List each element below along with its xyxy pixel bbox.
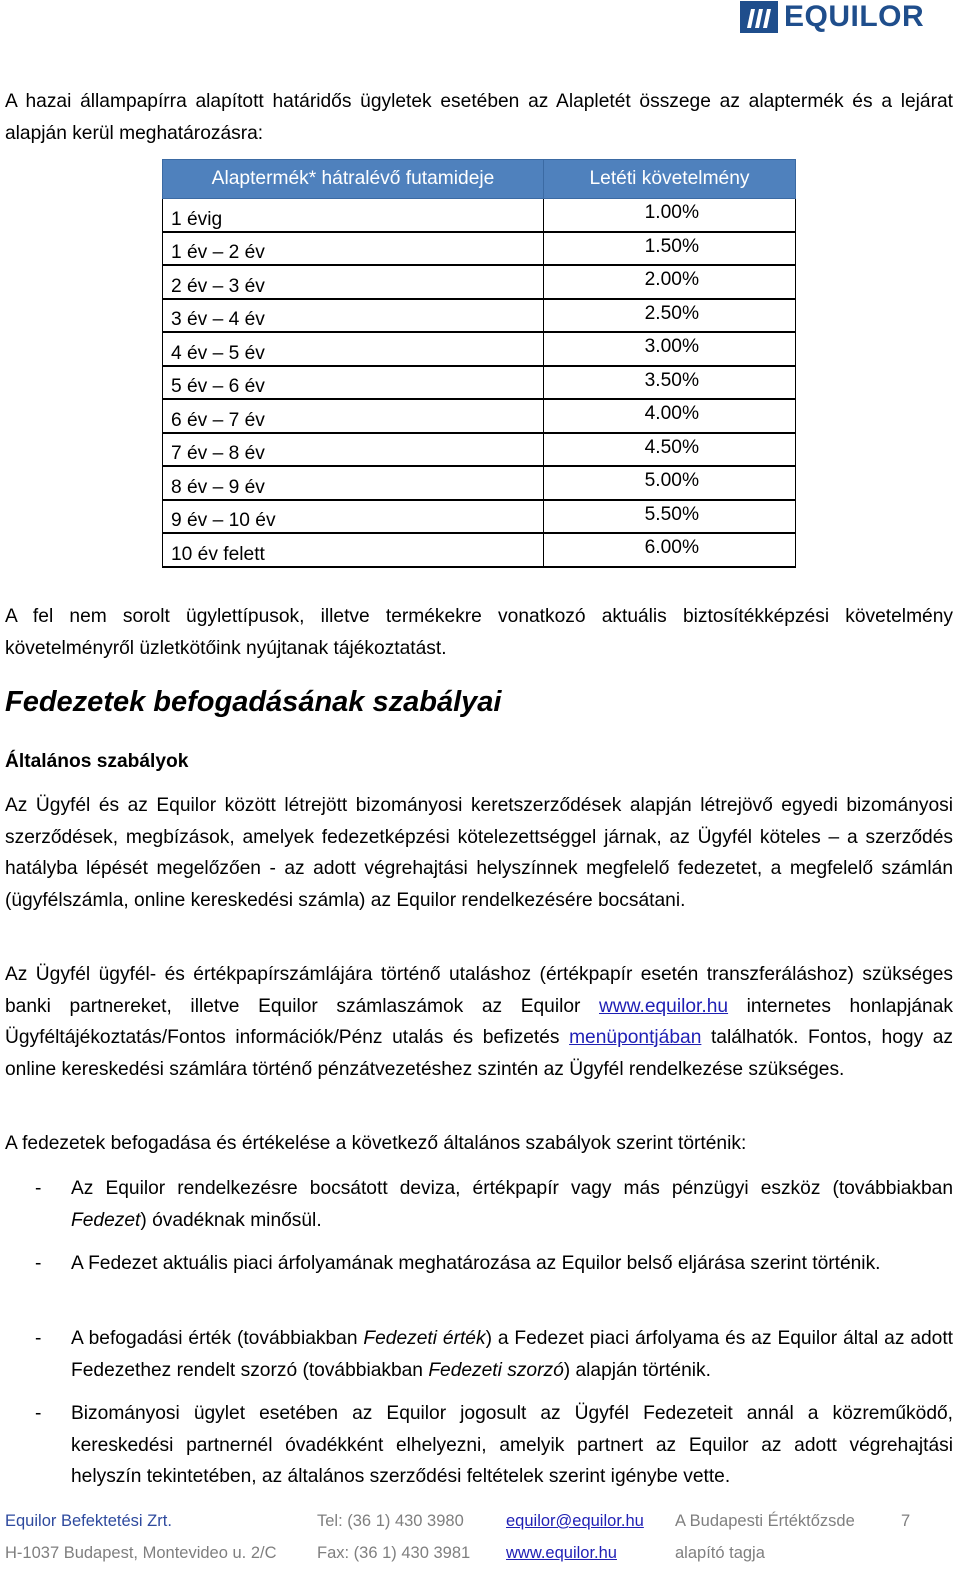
footer-tel: Tel: (36 1) 430 3980 [317, 1512, 464, 1530]
paragraph-general-rules: Az Ügyfél és az Equilor között létrejött bizományosi keretszerződések alapján létrejövő egyedi bizományosi szerződések, megbízások, amelyek fedezetképzési kötelezettséggel járnak, az Ügyfél köteles – a szerződés hatályba lépését megelőzően - az adott végrehajtási helyszínnek megfelelő fedezetet, a megfelelő számlán (ügyfélszámla, online kereskedési számla) az Equilor rendelkezésére bocsátani. [5, 795, 953, 911]
maturity-cell: 2 év – 3 év [163, 265, 544, 299]
list-dash: - [35, 1403, 42, 1424]
maturity-cell: 6 év – 7 év [163, 399, 544, 433]
list-text-italic: Fedezeti érték [363, 1328, 486, 1349]
list-item [5, 1398, 953, 1493]
maturity-cell: 1 év – 2 év [163, 232, 544, 266]
requirement-cell: 5.50% [544, 500, 796, 534]
requirement-cell: 2.00% [544, 265, 796, 299]
requirement-cell: 4.50% [544, 433, 796, 467]
menu-item-link[interactable]: menüpontjában [569, 1027, 702, 1048]
footer-bse-line2: alapító tagja [675, 1544, 765, 1562]
requirement-cell: 1.50% [544, 232, 796, 266]
list-text-segment: ) óvadéknak minősül. [140, 1209, 322, 1231]
maturity-cell: 9 év – 10 év [163, 500, 544, 534]
table-row [163, 500, 796, 534]
table-row [163, 466, 796, 500]
paragraph-text: találhatók. Fontos, hogy az online kereskedési számlára történő pénzátvezetéshez szintén az Ügyfél rendelkezése szükséges. [5, 1027, 954, 1080]
note-paragraph: A fel nem sorolt ügylettípusok, illetve termékekre vonatkozó aktuális biztosítékképzési követelmény követelményről üzletkötőink nyújtanak tájékoztatást. [5, 606, 953, 659]
maturity-cell: 10 év felett [163, 533, 544, 567]
requirement-cell: 6.00% [544, 533, 796, 567]
page-footer [0, 1506, 960, 1572]
page-number: 7 [901, 1512, 911, 1530]
requirement-cell: 3.50% [544, 366, 796, 400]
maturity-cell: 7 év – 8 év [163, 433, 544, 467]
list-item-text [71, 1248, 953, 1280]
list-item-text [71, 1398, 953, 1493]
maturity-cell: 3 év – 4 év [163, 299, 544, 333]
table-row [163, 433, 796, 467]
logo-text: EQUILOR [784, 0, 925, 33]
footer-address: H-1037 Budapest, Montevideo u. 2/C [5, 1544, 277, 1562]
table-row [163, 332, 796, 366]
list-item [5, 1173, 953, 1236]
list-text-segment: ) a Fedezet piaci árfolyama és az Equilor által az adott Fedezethez rendelt szorzó (továbbiakban [71, 1328, 953, 1381]
maturity-cell: 8 év – 9 év [163, 466, 544, 500]
list-text-segment: A Fedezet aktuális piaci árfolyamának meghatározása az Equilor belső eljárása szerint történik. [71, 1253, 881, 1274]
subsection-title: Általános szabályok [5, 751, 189, 772]
list-item-text [71, 1323, 953, 1386]
list-text-italic: Fedezeti szorzó [428, 1359, 564, 1381]
table-row [163, 232, 796, 266]
table-row [163, 299, 796, 333]
list-dash: - [35, 1178, 42, 1199]
paragraph-text: internetes honlapjának Ügyféltájékoztatás/Fontos információk/Pénz utalás és befizetés [5, 995, 953, 1048]
requirement-cell: 4.00% [544, 399, 796, 433]
table-row [163, 199, 796, 232]
table-header-maturity: Alaptermék* hátralévő futamideje [163, 160, 544, 199]
footer-bse-line1: A Budapesti Értéktőzsde [675, 1512, 855, 1530]
table-header-row [163, 160, 796, 199]
table-row [163, 399, 796, 433]
list-text-segment: Az Equilor rendelkezésre bocsátott deviza, értékpapír vagy más pénzügyi eszköz (továbbiakban [71, 1178, 953, 1199]
footer-email-link[interactable]: equilor@equilor.hu [506, 1512, 644, 1530]
list-text-segment: ) alapján történik. [563, 1359, 711, 1381]
paragraph-bank-partners [5, 959, 953, 1085]
intro-paragraph: A hazai állampapírra alapított határidős ügyletek esetében az Alapletét összege az alaptermék és a lejárat alapján kerül meghatározásra: [5, 91, 953, 144]
table-header-requirement: Letéti követelmény [544, 160, 796, 199]
table-row [163, 533, 796, 567]
footer-company: Equilor Befektetési Zrt. [5, 1512, 172, 1530]
paragraph-text: Az Ügyfél ügyfél- és értékpapírszámlájára történő utaláshoz (értékpapír esetén transzferáláshoz) szükséges banki partnereket, illetve Equilor számlaszámok az Equilor [5, 964, 953, 1017]
requirement-cell: 1.00% [544, 199, 796, 232]
requirement-cell: 3.00% [544, 332, 796, 366]
margin-requirement-table [162, 159, 796, 568]
footer-fax: Fax: (36 1) 430 3981 [317, 1544, 471, 1562]
equilor-logo [740, 0, 955, 34]
footer-web-link[interactable]: www.equilor.hu [506, 1544, 617, 1562]
list-text-segment: Bizományosi ügylet esetében az Equilor jogosult az Ügyfél Fedezeteit annál a közreműködő, kereskedési partnernél óvadékként elhelyezni, amelyik partnert az Equilor az adott végrehajtási helyszín tekintetében, az általános szerződési feltételek szerint igénybe vette. [71, 1403, 953, 1487]
maturity-cell: 1 évig [163, 199, 544, 232]
requirement-cell: 2.50% [544, 299, 796, 333]
section-title: Fedezetek befogadásának szabályai [5, 686, 502, 718]
list-dash: - [35, 1253, 42, 1274]
paragraph-evaluation-intro: A fedezetek befogadása és értékelése a következő általános szabályok szerint történik: [5, 1133, 747, 1154]
requirement-cell: 5.00% [544, 466, 796, 500]
equilor-logo-mark-icon [740, 1, 778, 33]
table-row [163, 265, 796, 299]
list-item [5, 1248, 953, 1280]
website-link[interactable]: www.equilor.hu [599, 995, 729, 1017]
list-dash: - [35, 1328, 42, 1349]
list-text-segment: A befogadási érték (továbbiakban [71, 1328, 364, 1349]
list-text-italic: Fedezet [71, 1209, 141, 1231]
table-row [163, 366, 796, 400]
maturity-cell: 4 év – 5 év [163, 332, 544, 366]
maturity-cell: 5 év – 6 év [163, 366, 544, 400]
list-item-text [71, 1173, 953, 1236]
list-item [5, 1323, 953, 1386]
